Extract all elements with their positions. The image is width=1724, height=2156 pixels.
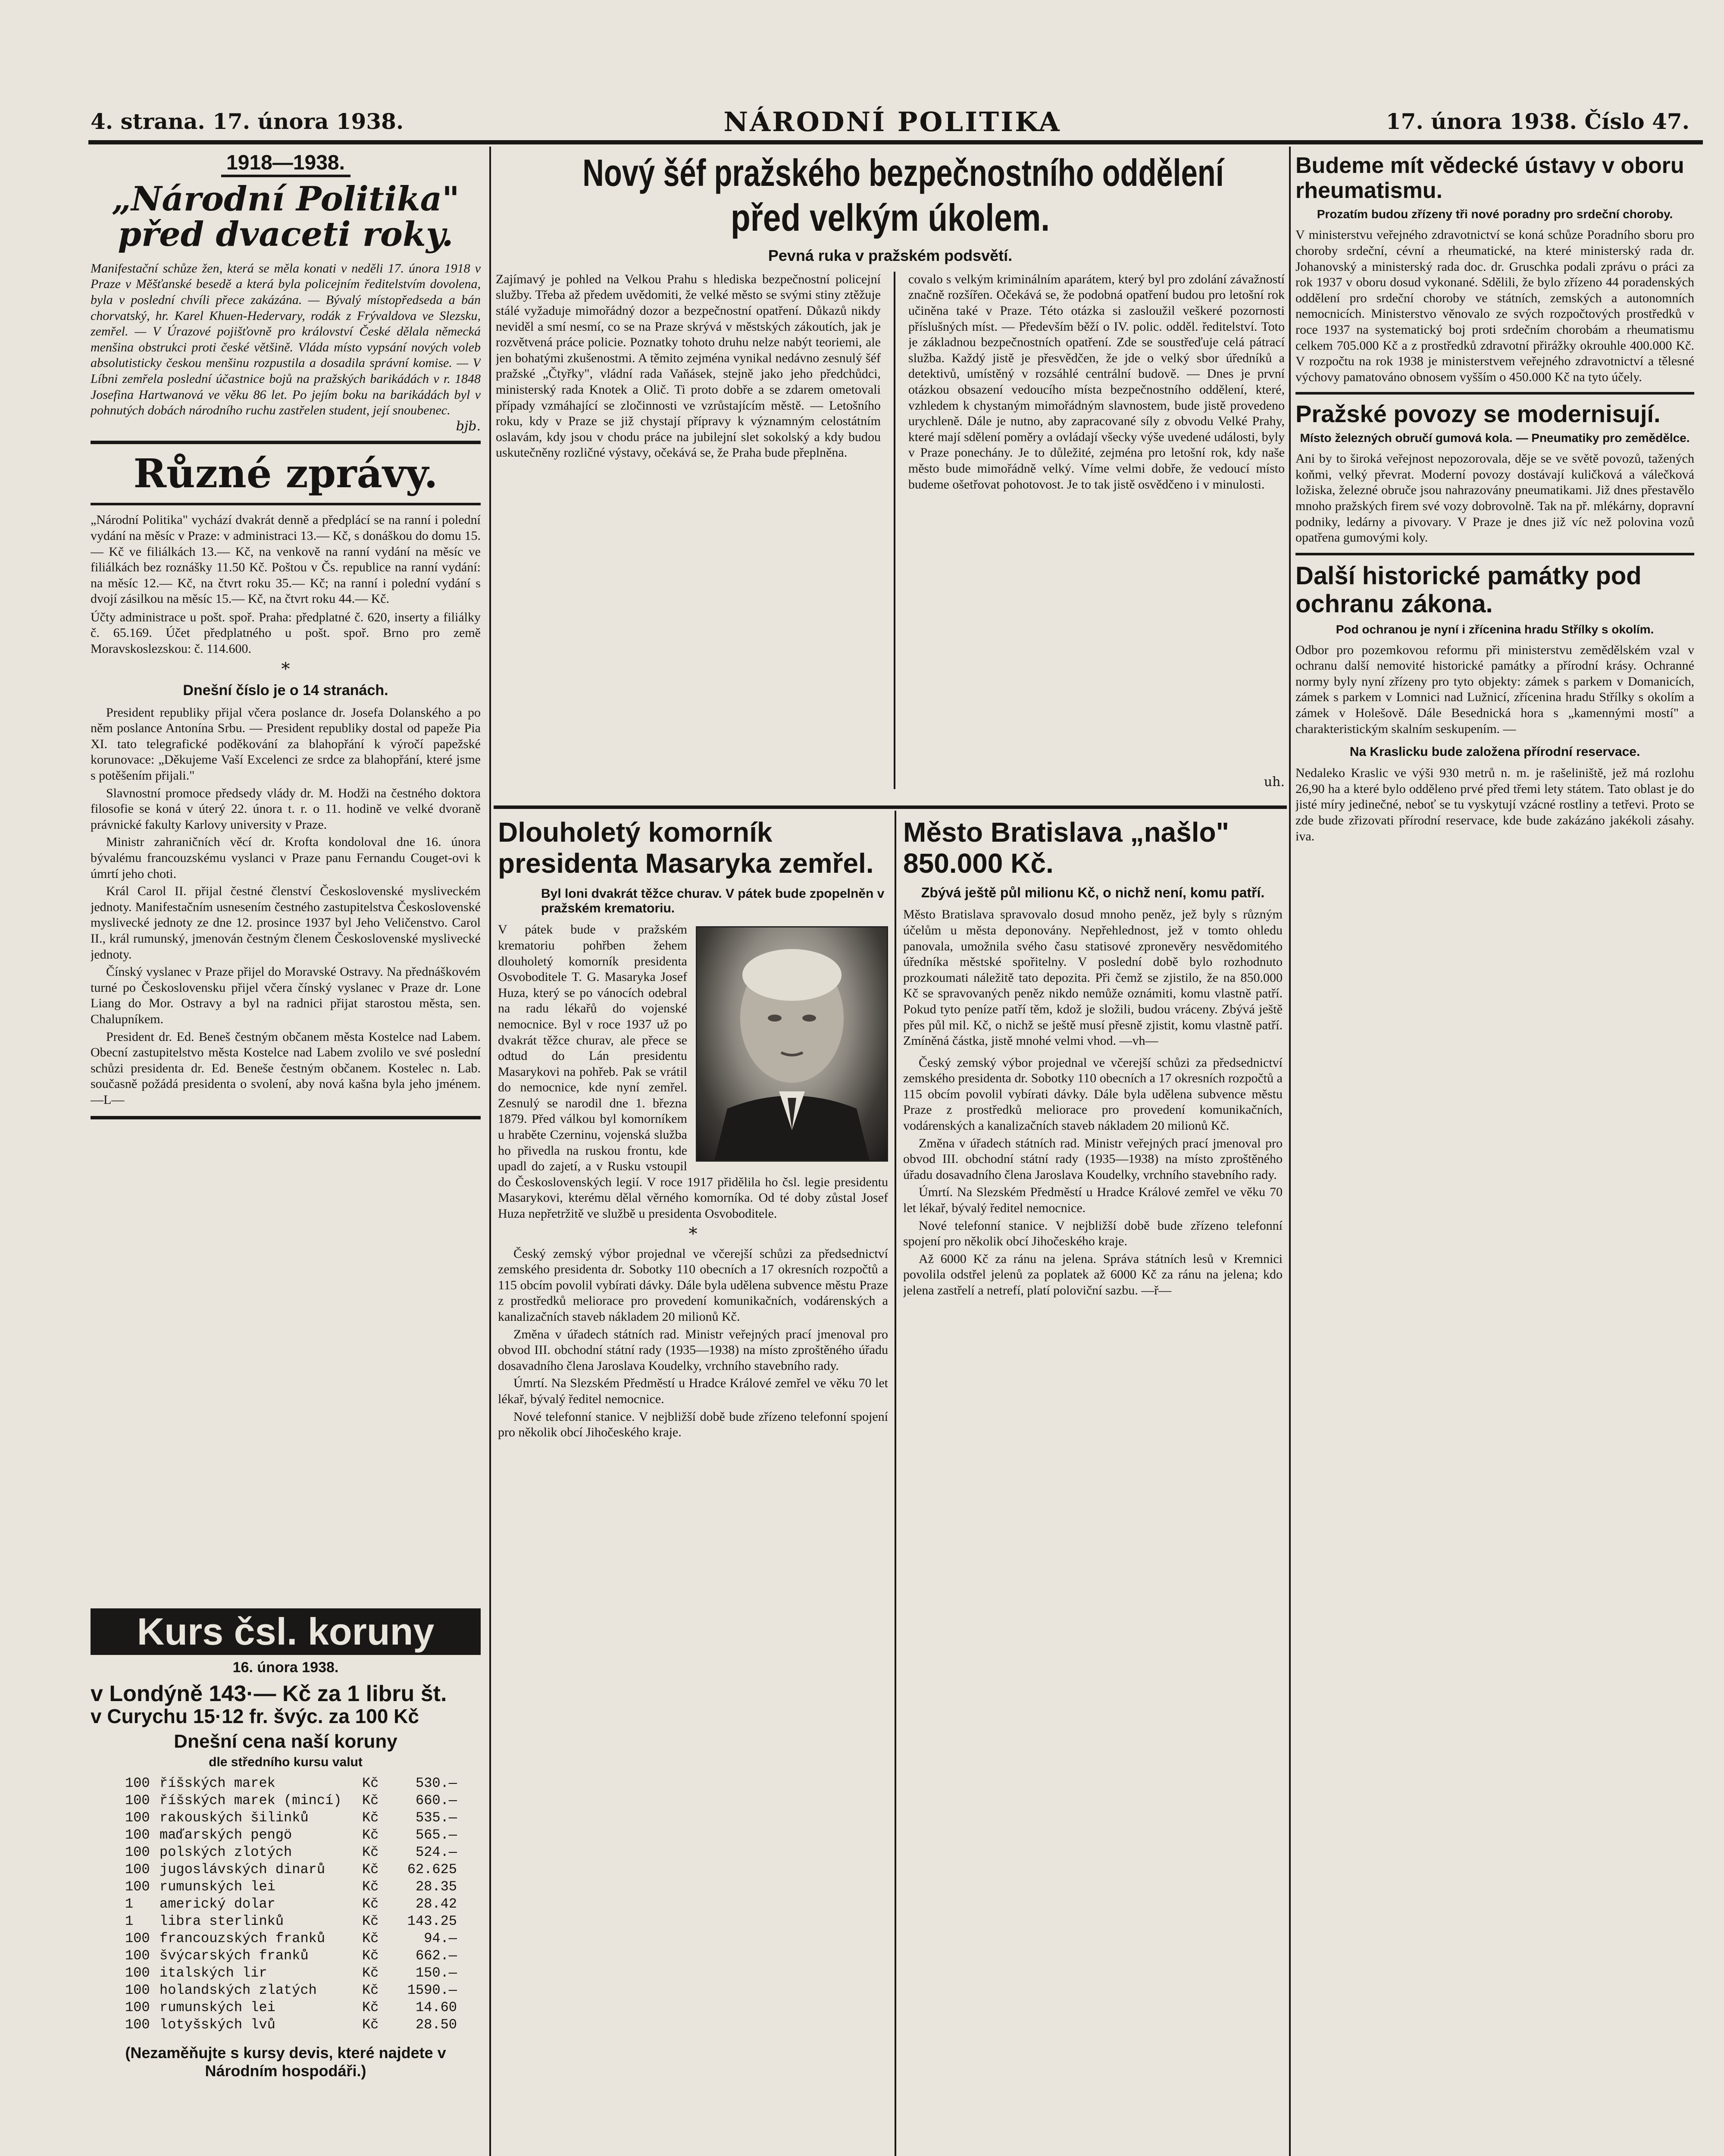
rate-name: francouzských franků bbox=[160, 1930, 325, 1947]
rates-table bbox=[91, 1775, 481, 2034]
kurs-title: Kurs čsl. koruny bbox=[91, 1608, 481, 1655]
kurs-date: 16. února 1938. bbox=[232, 1659, 339, 1676]
pages-note: Dnešní číslo je o 14 stranách. bbox=[183, 682, 388, 699]
rate-row bbox=[125, 2016, 481, 2034]
note-item: Český zemský výbor projednal ve včerejší schůzi za předsednictví zemského presidenta dr. Sobotky 110 obecních a 17 okresních rozpočtů a 115 obcím povolil vybírati dávky. Dále byla udělena subvence městu Praze z prostředků meliorace pro provedení komunikačních, vodárenských a kanalizačních staveb nákladem 20 milionů Kč. bbox=[903, 1055, 1283, 1133]
news-item: President dr. Ed. Beneš čestným občanem města Kostelce nad Labem. Obecní zastupitelstvo města Kostelce nad Labem zvolilo ve své poslední schůzi presidenta dr. Ed. Beneše čestným občanem. Kostelec n. Lab. současně požádá presidenta o svolení, aby nová kašna byla jeho jménem. —L— bbox=[91, 1029, 481, 1107]
povozy-title: Pražské povozy se modernisují. bbox=[1295, 400, 1661, 428]
column-1 bbox=[91, 151, 481, 2156]
pamatky-title: Další historické památky pod ochranu zákona. bbox=[1295, 561, 1642, 618]
section-rule bbox=[1295, 553, 1694, 555]
note-item: Úmrtí. Na Slezském Předměstí u Hradce Králové zemřel ve věku 70 let lékař, bývalý ředitel nemocnice. bbox=[903, 1185, 1283, 1216]
rate-name: říšských marek (mincí) bbox=[160, 1792, 342, 1809]
separator-star: * bbox=[688, 1224, 698, 1244]
note-item: Až 6000 Kč za ránu na jelena. Správa státních lesů v Kremnici povolila odstřel jelenů za poplatek až 6000 Kč za ránu na jelena; kdo jelena zastřelí a netrefí, platí poloviční sazbu. —ř— bbox=[903, 1251, 1283, 1297]
header-rule bbox=[88, 140, 1703, 144]
rate-currency: Kč bbox=[362, 1913, 379, 1930]
rate-qty: 100 bbox=[125, 1775, 150, 1792]
column-divider bbox=[1289, 147, 1291, 2156]
rate-value: 28.35 bbox=[415, 1879, 457, 1895]
news-item: Slavnostní promoce předsedy vlády dr. M. Hodži na čestného doktora filosofie se koná v úterý 22. února t. r. o 11. hodině ve velké dvoraně právnické fakulty Karlovy university v Praze. bbox=[91, 786, 481, 832]
kurs-sub2: dle středního kursu valut bbox=[209, 1755, 363, 1770]
rate-value: 94.— bbox=[424, 1930, 457, 1947]
kurs-section bbox=[91, 1608, 481, 2086]
povozy-text: Ani by to široká veřejnost nepozorovala, děje se ve světě povozů, tažených koňmi, velký převrat. Moderní povozy dostávají kuličková a válečková ložiska, železné obruče jsou nahrazovány pneumatikami. Již dnes přestavělo mnoho pražských firem své vozy dobrovolně. Tak na př. mlékárny, dopravní podniky, ledárny a pivovary. V Praze je dnes již víc než polovina vozů opatřena gumovými koly. bbox=[1295, 451, 1694, 545]
rate-name: říšských marek bbox=[160, 1775, 275, 1792]
rate-name: holandských zlatých bbox=[160, 1982, 317, 1999]
rate-qty: 100 bbox=[125, 1930, 150, 1947]
rate-qty: 100 bbox=[125, 1792, 150, 1809]
rate-name: libra sterlinků bbox=[160, 1913, 284, 1930]
rate-row bbox=[125, 1861, 481, 1878]
rate-name: jugoslávských dinarů bbox=[160, 1861, 325, 1878]
rate-qty: 1 bbox=[125, 1913, 134, 1930]
komornik-subtitle: Byl loni dvakrát těžce churav. V pátek bude zpopelněn v pražském krematoriu. bbox=[541, 887, 885, 916]
note-item: Nové telefonní stanice. V nejbližší době bude zřízeno telefonní spojení pro několik obcí Jihočeského kraje. bbox=[903, 1218, 1283, 1249]
news-intro: „Národní Politika" vychází dvakrát denně a předplácí se na ranní i polední vydání na měsíc v Praze: v administraci 13.— Kč, s donáškou do domu 15.— Kč ve filiálkách 13.— Kč, na venkově na ranní vydání na měsíc ve filiálkách bez roznášky 11.50 Kč. Poštou v Čs. republice na ranní vydání: na měsíc 12.— Kč, na čtvrt roku 35.— Kč; na ranní i polední vydání s dvojí zásilkou na měsíc 15.— Kč, na čtvrt roku 44.— Kč. bbox=[91, 513, 481, 606]
section-rule bbox=[494, 805, 1287, 809]
rate-value: 150.— bbox=[415, 1965, 457, 1981]
komornik-title: Dlouholetý komorník presidenta Masaryka zemřel. bbox=[498, 817, 874, 879]
anniversary-signature: bjb. bbox=[456, 418, 481, 434]
kurs-sub1: Dnešní cena naší koruny bbox=[174, 1731, 397, 1752]
rate-row bbox=[125, 1878, 481, 1896]
separator-star: * bbox=[281, 659, 290, 679]
rate-value: 1590.— bbox=[407, 1982, 457, 1999]
kurs-note: (Nezaměňujte s kursy devis, které najdete v Národním hospodáři.) bbox=[125, 2044, 446, 2080]
column-divider bbox=[894, 272, 895, 789]
main-signature: uh. bbox=[1264, 774, 1285, 790]
pamatky-text: Odbor pro pozemkovou reformu při ministerstvu zemědělském vzal v ochranu další nemovité historické památky a přírodní krásy. Ochranné normy byly nyní zřízeny pro tyto objekty: zámek s parkem v Domanicích, zámek s parkem v Lomnici nad Lužnicí, zřícenina hradu Střílky s okolím a zámek v Holešově. Dále Besednická hora s „kamennými mostí" a charakteristickým skalním seskupením. — bbox=[1295, 642, 1694, 736]
rate-qty: 100 bbox=[125, 1982, 150, 1999]
rate-value: 530.— bbox=[415, 1775, 457, 1792]
rate-currency: Kč bbox=[362, 1792, 379, 1809]
rate-row bbox=[125, 1930, 481, 1947]
rate-value: 62.625 bbox=[407, 1861, 457, 1878]
rate-value: 524.— bbox=[415, 1844, 457, 1861]
rate-name: polských zlotých bbox=[160, 1844, 292, 1861]
news-accounts: Účty administrace u pošt. spoř. Praha: předplatné č. 620, inserty a filiálky č. 65.169. Účet předplatného u pošt. spoř. Brno pro země Moravskoslezskou: č. 114.600. bbox=[91, 610, 481, 656]
rate-row bbox=[125, 1827, 481, 1844]
news-item: Král Carol II. přijal čestné členství Československé mysliveckém jednoty. Manifestačním usnesením čestného zastupitelstva Československé myslivecké jednoty ze dne 12. prosince 1937 byl Jeho Veličenstvo. Carol II., král rumunský, jmenován čestným členem Československé myslivecké jednoty. bbox=[91, 884, 481, 962]
rate-currency: Kč bbox=[362, 1965, 379, 1981]
note-item: Změna v úřadech státních rad. Ministr veřejných prací jmenoval pro obvod III. obchodní státní rady (1935—1938) na místo zproštěného úřadu dosavadního člena Jaroslava Koudelky, vrchního stavebního rady. bbox=[498, 1327, 888, 1373]
rate-currency: Kč bbox=[362, 1982, 379, 1999]
rate-qty: 100 bbox=[125, 1810, 150, 1826]
rate-qty: 100 bbox=[125, 1999, 150, 2016]
rate-qty: 100 bbox=[125, 1879, 150, 1895]
column-divider bbox=[895, 811, 896, 2156]
rate-qty: 100 bbox=[125, 1965, 150, 1981]
rate-name: rumunských lei bbox=[160, 1999, 275, 2016]
main-column-b: covalo s velkým kriminálním aparátem, který byl pro zdolání závažností značně rozšířen. Očekává se, že podobná opatření budou pro letošní rok učiněna také v Praze. Této otázka si zasloužil veškeré pozornosti příslušných míst. — Především běží o IV. polic. odděl. ředitelství. Toto je základnou bezpečnostních opatření. Zde se soustřeďuje celá pátrací služba. Každý jistě je přesvědčen, že jde o velký sbor úředníků a detektivů, umístěný v rozsáhlé centrální budově. — Dnes je první otázkou obsazení vedoucího místa bezpečnostního oddělení, které, vzhledem k chystaným mimořádným slavnostem, bude jistě provedeno urychleně. Dále je nutno, aby zapracované síly z obvodu Velké Prahy, které mají sdělení poměry a ovládají všecky výše uvedené události, byly v Praze ponechány. Je to důležité, zejména pro letošní rok, kdy naše město bude mimořádně velký. Víme velmi dobře, že vedoucí místo budeme ošetřovat pohotovost. Je to tak jistě osvědčeno i v minulosti. bbox=[908, 272, 1285, 492]
anniversary-title: „Národní Politika" před dvaceti roky. bbox=[112, 179, 460, 254]
rate-currency: Kč bbox=[362, 2017, 379, 2033]
kurs-zurich: v Curychu 15·12 fr. švýc. za 100 Kč bbox=[91, 1705, 419, 1727]
main-article bbox=[496, 153, 1285, 804]
section-rule bbox=[91, 441, 481, 444]
rate-row bbox=[125, 1913, 481, 1930]
note-item: Úmrtí. Na Slezském Předměstí u Hradce Králové zemřel ve věku 70 let lékař, bývalý ředitel nemocnice. bbox=[498, 1376, 888, 1406]
rate-value: 28.42 bbox=[415, 1896, 457, 1912]
rate-currency: Kč bbox=[362, 1999, 379, 2016]
rate-row bbox=[125, 1809, 481, 1827]
rate-qty: 100 bbox=[125, 1948, 150, 1964]
header-right: 17. února 1938. Číslo 47. bbox=[1386, 109, 1690, 134]
bratislava-text: Město Bratislava spravovalo dosud mnoho peněz, jež byly s různým účelům u města deponovány. Nepřehlednost, jež v tomto ohledu panovala, umožnila svého času statisové zpronevěry nesvědomitého úředníka městské spořitelny. V poslední době bylo rozhodnuto prozkoumati náležitě tato depozita. Při čemž se zjistilo, že na 850.000 Kč se spravovaných peněz nikdo nemůže oznámiti, komu vlastně patří. Pokud tyto peníze patří těm, kdož je složili, budou vráceny. Zbývá ještě přes půl mil. Kč, o nichž se ještě musí přesně zjistit, komu vlastně patří. Zmíněná částka, jistě mnohé velmi vhod. —vh— bbox=[903, 907, 1283, 1048]
news-item: Čínský vyslanec v Praze přijel do Moravské Ostravy. Na přednáškovém turné po Československu přijel včera čínský vyslanec v Praze dr. Lone Liang do Mor. Ostravy a byl na radnici přijat starostou města, sen. Chalupníkem. bbox=[91, 965, 481, 1026]
rate-currency: Kč bbox=[362, 1775, 379, 1792]
rate-value: 660.— bbox=[415, 1792, 457, 1809]
rate-currency: Kč bbox=[362, 1948, 379, 1964]
povozy-subtitle: Místo železných obručí gumová kola. — Pneumatiky pro zemědělce. bbox=[1300, 431, 1690, 445]
header-left: 4. strana. 17. února 1938. bbox=[91, 109, 404, 134]
anniversary-text: Manifestační schůze žen, která se měla konati v neděli 17. února 1918 v Praze v Měšťanské besedě a která byla policejním ředitelstvím dovolena, byla v poslední chvíli přece zakázána. — Bývalý místopředseda a bán chorvatský, hr. Karel Khuen-Hedervary, rodák z Frývaldova ve Slezsku, zemřel. — V Úrazové pojišťovně pro království České dělala německá menšina obstrukci proti české většině. Vláda místo vypsání nových voleb absolutisticky českou menšinu rozpustila a dosadila správní komise. — V Líbni zemřela poslední účastnice bojů na pražských barikádách v r. 1848 Josefina Hartwanová ve věku 86 let. Po jejím boku na barikádách byl v pohnutých dobách národního ruchu zastřelen student, její snoubenec. bbox=[91, 261, 481, 418]
rate-row bbox=[125, 1947, 481, 1965]
section-rule bbox=[1295, 392, 1694, 395]
rate-row bbox=[125, 1775, 481, 1792]
kraslice-text: Nedaleko Kraslic ve výši 930 metrů n. m. je rašeliniště, jež má rozlohu 26,90 ha a které bylo odděleno prvé před třemi lety státem. Tato oblast je do jisté míry jedinečné, neboť se tu vyskytují vzácné rostliny a tetřevi. Proto se zde bude zřizovati přírodní reservace, kde bude zakázáno jakékoli zásahy. iva. bbox=[1295, 766, 1694, 843]
rate-currency: Kč bbox=[362, 1810, 379, 1826]
masthead: NÁRODNÍ POLITIKA bbox=[723, 106, 1061, 138]
note-item: Změna v úřadech státních rad. Ministr veřejných prací jmenoval pro obvod III. obchodní státní rady (1935—1938) na místo zproštěného úřadu dosavadního člena Jaroslava Koudelky, vrchního stavebního rady. bbox=[903, 1136, 1283, 1182]
news-items bbox=[91, 705, 481, 1108]
note-item: Český zemský výbor projednal ve včerejší schůzi za předsednictví zemského presidenta dr. Sobotky 110 obecních a 17 okresních rozpočtů a 115 obcím povolil vybírati dávky. Dále byla udělena subvence městu Praze z prostředků meliorace pro provedení komunikačních, vodárenských a kanalizačních staveb nákladem 20 milionů Kč. bbox=[498, 1246, 888, 1324]
bratislava-subtitle: Zbývá ještě půl milionu Kč, o nichž není, komu patří. bbox=[921, 885, 1265, 901]
portrait-figure bbox=[697, 928, 887, 1160]
rate-currency: Kč bbox=[362, 1844, 379, 1861]
main-column-a: Zajímavý je pohled na Velkou Prahu s hlediska bezpečnostní policejní služby. Třeba až předem uvědomiti, že velké město se svými stiny ztěžuje stálé vyžaduje mimořádný dozor a bezpečnostní opatření. Důkazů nikdy neviděl a smí nesmí, co se na Praze skrývá v městských zákoutích, jak je rozvětvená práce policie. Poznatky tohoto druhu nelze nabýt teoriemi, ale jen bohatými zkušenostmi. A těmito zejména vynikal nedávno zesnulý šéf pražské „Čtyřky", vládní rada Vaňásek, stejně jako jeho předchůdci, ministerský rada Knotek a Olič. Ti proto dobře a se zdarem ometovali případy vzmáhající se zločinnosti ve vzrůstajícím městě. — Letošního roku, kdy v Praze se již chystají přípravy k významným celostátním oslavám, kdy jsou v chodu práce na jubilejní slet sokolský a kdy budou uskutečněny rozličné výstavy, očekává se, že Praha bude přeplněna. bbox=[496, 272, 881, 460]
rate-value: 28.50 bbox=[415, 2017, 457, 2033]
section-rule bbox=[91, 503, 481, 505]
rate-qty: 1 bbox=[125, 1896, 134, 1912]
main-headline-1: Nový šéf pražského bezpečnostního oddělení bbox=[582, 153, 1224, 194]
rheum-text: V ministerstvu veřejného zdravotnictví se koná schůze Poradního sboru pro choroby srdeční, cévní a rheumatické, na které ministerský rada dr. Johanovský a ministerský rada doc. dr. Gruschka podali zprávu o práci za rok 1937 v oboru dosud vykonané. Sdělili, že bylo zřízeno 44 poradenských oddělení pro srdeční choroby ve státních, zemských a autonomních nemocnicích. Ministerstvo věnovalo ze svých rozpočtových prostředků v roce 1937 na systematický boj proti srdečním chorobám a rheumatismu celkem 705.000 Kč a z prostředků zdravotní přirážky okrouhle 400.000 Kč. V rozpočtu na rok 1938 je ministerstvem veřejného zdravotnictví a tělesné výchovy pamatováno obnosem vyšším o 450.000 Kč na tyto účely. bbox=[1295, 228, 1694, 384]
rate-value: 662.— bbox=[415, 1948, 457, 1964]
rate-name: americký dolar bbox=[160, 1896, 275, 1912]
rate-value: 535.— bbox=[415, 1810, 457, 1826]
rate-currency: Kč bbox=[362, 1879, 379, 1895]
news-title: Různé zprávy. bbox=[133, 450, 438, 497]
rheum-title: Budeme mít vědecké ústavy v oboru rheumatismu. bbox=[1295, 153, 1684, 204]
rate-currency: Kč bbox=[362, 1827, 379, 1843]
rate-qty: 100 bbox=[125, 1844, 150, 1861]
rate-name: rumunských lei bbox=[160, 1879, 275, 1895]
rheum-subtitle: Prozatím budou zřízeny tři nové poradny pro srdeční choroby. bbox=[1317, 207, 1673, 221]
column-2-lower bbox=[498, 817, 888, 2156]
anniversary-kicker: 1918—1938. bbox=[221, 151, 350, 177]
section-rule bbox=[91, 1116, 481, 1119]
rate-row bbox=[125, 1844, 481, 1861]
news-item: President republiky přijal včera poslance dr. Josefa Dolanského a po něm poslance Antonína Srbu. — President republiky dostal od papeže Pia XI. tato telegrafické poděkování za blahopřání k výročí papežské korunovace: „Děkujeme Vaší Excelenci ze srdce za blahopřání, které jsme s potěšením přijali." bbox=[91, 705, 481, 783]
rate-currency: Kč bbox=[362, 1930, 379, 1947]
main-columns bbox=[496, 272, 1285, 789]
rate-qty: 100 bbox=[125, 1861, 150, 1878]
rate-row bbox=[125, 1982, 481, 1999]
pamatky-subtitle: Pod ochranou je nyní i zřícenina hradu Střílky s okolím. bbox=[1336, 622, 1654, 636]
main-headline-2: před velkým úkolem. bbox=[730, 196, 1050, 239]
rate-row bbox=[125, 1792, 481, 1809]
rate-name: švýcarských franků bbox=[160, 1948, 309, 1964]
rate-name: lotyšských lvů bbox=[160, 2017, 275, 2033]
bratislava-title: Město Bratislava „našlo" 850.000 Kč. bbox=[903, 817, 1229, 879]
rate-value: 14.60 bbox=[415, 1999, 457, 2016]
column-3-lower bbox=[903, 817, 1283, 2156]
rate-row bbox=[125, 1965, 481, 1982]
rate-value: 143.25 bbox=[407, 1913, 457, 1930]
column-2-filler bbox=[498, 1246, 888, 2065]
portrait-photo bbox=[696, 926, 888, 1162]
portrait-image bbox=[696, 926, 888, 1162]
rate-name: italských lir bbox=[160, 1965, 267, 1981]
note-item: Nové telefonní stanice. V nejbližší době bude zřízeno telefonní spojení pro několik obcí Jihočeského kraje. bbox=[498, 1409, 888, 1440]
rate-currency: Kč bbox=[362, 1861, 379, 1878]
rate-name: rakouských šilinků bbox=[160, 1810, 309, 1826]
column-3-notes bbox=[903, 1055, 1283, 1299]
rate-qty: 100 bbox=[125, 2017, 150, 2033]
main-subheadline: Pevná ruka v pražském podsvětí. bbox=[768, 246, 1013, 264]
rate-currency: Kč bbox=[362, 1896, 379, 1912]
column-divider bbox=[489, 147, 491, 2156]
news-item: Ministr zahraničních věcí dr. Krofta kondoloval dne 16. února bývalému francouzskému vyslanci v Praze panu Fernandu Couget-ovi k úmrtí jeho choti. bbox=[91, 835, 481, 881]
komornik-text: V pátek bude v pražském krematoriu pohřben žehem dlouholetý komorník presidenta Osvoboditele T. G. Masaryka Josef Huza, který se po vánocích odebral na radu lékařů do vojenské nemocnice. Byl v roce 1937 už po dvakrát těžce churav, ale přece se odtud do Lán presidentu Masarykovi na pohřeb. Pak se vrátil do nemocnice, kde nyní zemřel. Zesnulý se narodil dne 1. března 1879. Před válkou byl komorníkem u hraběte Czerninu, vojenská služba ho přivedla na ruskou frontu, kde upadl do zajetí, a v Rusku vstoupil do Československých legií. V roce 1917 přidělila ho čsl. legie presidentu Masarykovi, kterému dělal věrného komorníka. Od té doby zůstal Josef Huza nepřetržitě ve službě u presidenta Osvoboditele. bbox=[498, 922, 888, 1221]
kurs-london: v Londýně 143·— Kč za 1 libru št. bbox=[91, 1681, 447, 1707]
rate-name: maďarských pengö bbox=[160, 1827, 292, 1843]
rate-qty: 100 bbox=[125, 1827, 150, 1843]
rate-row bbox=[125, 1999, 481, 2016]
column-4 bbox=[1295, 153, 1694, 2156]
rate-value: 565.— bbox=[415, 1827, 457, 1843]
rate-row bbox=[125, 1896, 481, 1913]
kraslice-subtitle: Na Kraslicku bude založena přírodní reservace. bbox=[1349, 745, 1640, 759]
